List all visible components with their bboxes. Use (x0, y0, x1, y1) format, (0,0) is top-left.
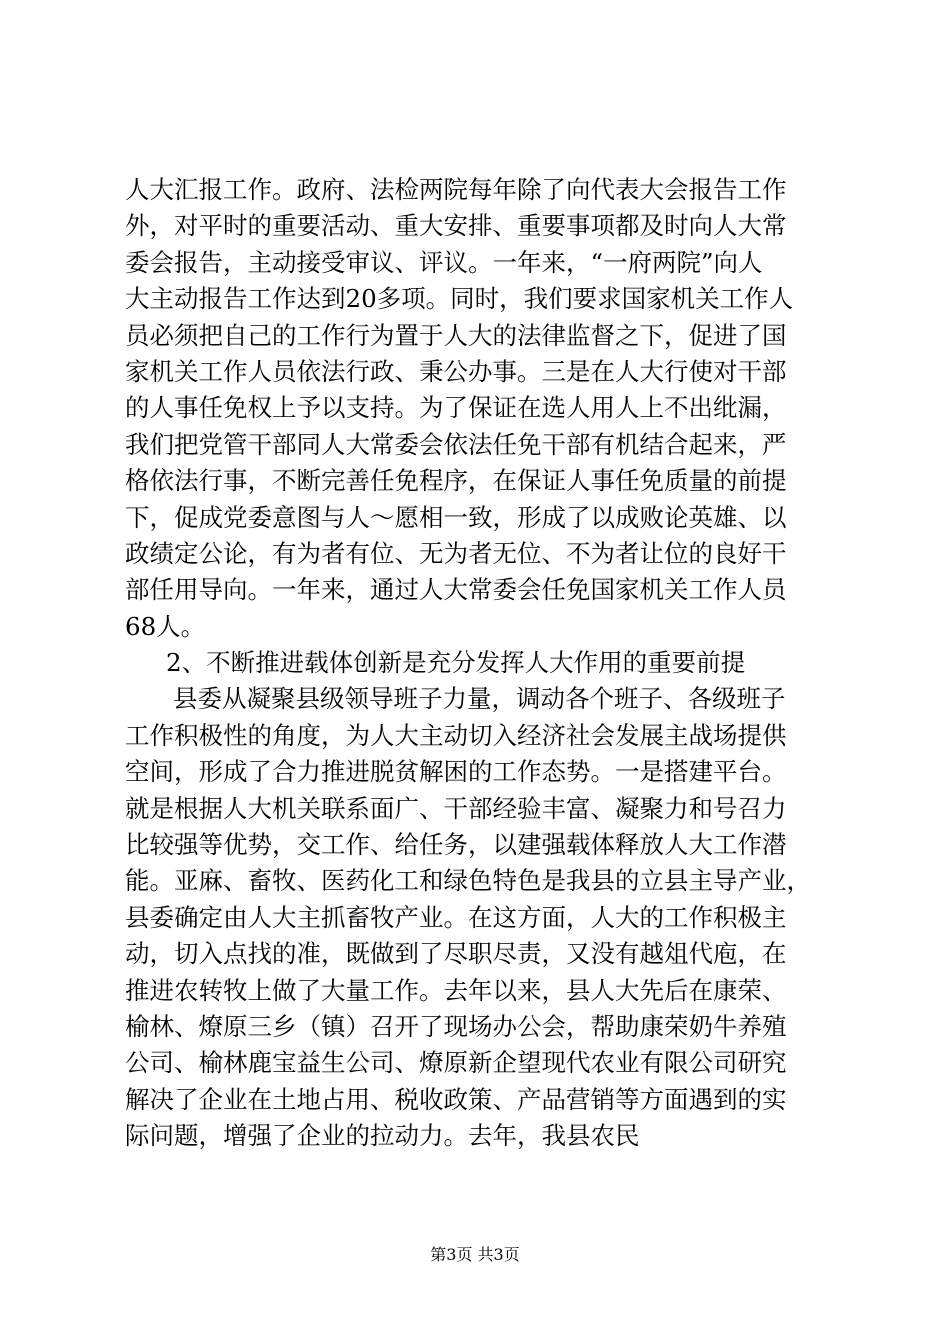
text-line: 空间，形成了合力推进脱贫解困的工作态势。一是搭建平台。 (125, 757, 787, 787)
text-line: 的人事任免权上予以支持。为了保证在选人用人上不出纰漏， (125, 393, 787, 423)
text-line: 动，切入点找的准，既做到了尽职尽责，又没有越俎代庖，在 (125, 939, 787, 969)
paragraph-first-line: 县委从凝聚县级领导班子力量，调动各个班子、各级班子 (173, 684, 786, 714)
text-line: 我们把党管干部同人大常委会依法任免干部有机结合起来，严 (125, 429, 787, 459)
text-line: 县委确定由人大主抓畜牧产业。在这方面，人大的工作积极主 (125, 902, 787, 932)
page-footer (0, 1244, 950, 1266)
text-line: 公司、榆林鹿宝益生公司、燎原新企望现代农业有限公司研究 (125, 1048, 787, 1078)
text-line: 家机关工作人员依法行政、秉公办事。三是在人大行使对干部 (125, 356, 787, 386)
page-number-label: 第3页 共3页 (430, 1245, 520, 1264)
text-line: 外，对平时的重要活动、重大安排、重要事项都及时向人大常 (125, 211, 787, 241)
text-line: 际问题，增强了企业的拉动力。去年，我县农民 (125, 1121, 640, 1151)
text-line: 员必须把自己的工作行为置于人大的法律监督之下，促进了国 (125, 320, 787, 350)
body-text (125, 172, 840, 1155)
text-line: 格依法行事，不断完善任免程序，在保证人事任免质量的前提 (125, 466, 787, 496)
text-line: 工作积极性的角度，为人大主动切入经济社会发展主战场提供 (125, 720, 787, 750)
text-line: 就是根据人大机关联系面广、干部经验丰富、凝聚力和号召力 (125, 793, 787, 823)
text-line: 比较强等优势，交工作、给任务，以建强载体释放人大工作潜 (125, 830, 787, 860)
text-line: 榆林、燎原三乡（镇）召开了现场办公会，帮助康荣奶牛养殖 (125, 1011, 787, 1041)
text-line: 部任用导向。一年来，通过人大常委会任免国家机关工作人员 (125, 575, 787, 605)
text-line: 下，促成党委意图与人～愿相一致，形成了以成败论英雄、以 (125, 502, 787, 532)
text-line: 政绩定公论，有为者有位、无为者无位、不为者让位的良好干 (125, 538, 787, 568)
text-line: 推进农转牧上做了大量工作。去年以来，县人大先后在康荣、 (125, 975, 787, 1005)
section-heading: 2、不断推进载体创新是充分发挥人大作用的重要前提 (166, 648, 746, 678)
text-line: 68人。 (125, 611, 206, 641)
text-line: 大主动报告工作达到20多项。同时，我们要求国家机关工作人 (125, 284, 794, 314)
text-line: 人大汇报工作。政府、法检两院每年除了向代表大会报告工作 (125, 175, 787, 204)
text-line: 解决了企业在土地占用、税收政策、产品营销等方面遇到的实 (125, 1084, 787, 1114)
text-line: 委会报告，主动接受审议、评议。一年来，“一府两院”向人 (125, 247, 763, 277)
text-line: 能。亚麻、畜牧、医药化工和绿色特色是我县的立县主导产业， (125, 866, 811, 896)
